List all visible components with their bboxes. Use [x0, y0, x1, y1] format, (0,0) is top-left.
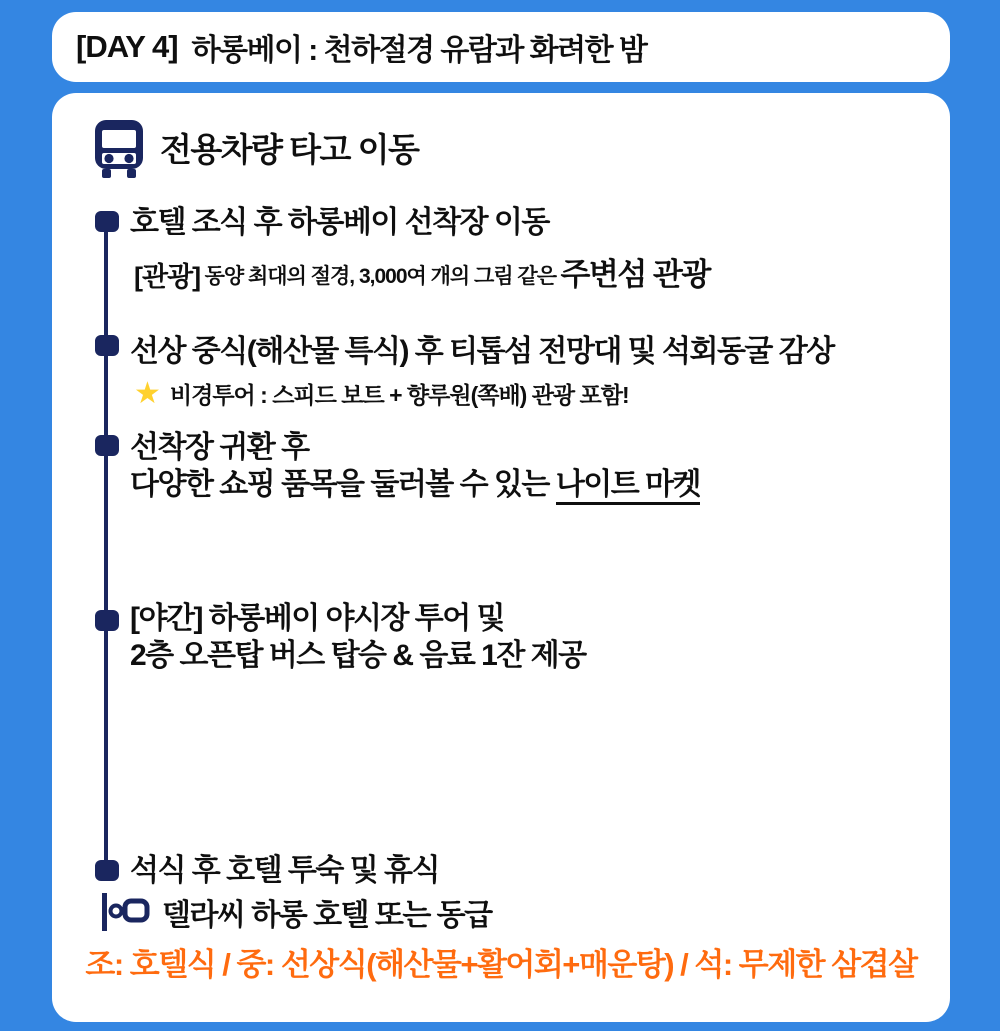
day-tag: [DAY 4] — [76, 29, 178, 64]
star-icon: ★ — [134, 376, 161, 410]
itinerary-item-5-main: 석식 후 호텔 투숙 및 휴식 — [130, 854, 439, 887]
meals-summary: 조: 호텔식 / 중: 선상식(해산물+활어회+매운탕) / 석: 무제한 삼겹살 — [85, 947, 917, 982]
sightseeing-tag: [관광] — [134, 262, 201, 292]
page-title: 하롱베이 : 천하절경 유람과 화려한 밤 — [191, 34, 647, 67]
transport-label: 전용차량 타고 이동 — [160, 130, 419, 168]
timeline-bullet — [95, 211, 119, 232]
timeline-bullet — [95, 335, 119, 356]
bed-icon — [102, 891, 150, 933]
itinerary-item-1-main: 호텔 조식 후 하롱베이 선착장 이동 — [130, 206, 549, 239]
hotel-info — [102, 890, 492, 934]
timeline-bullet — [95, 610, 119, 631]
day-title-card — [52, 12, 950, 82]
itinerary-item-4-line2: 2층 오픈탑 버스 탑승 & 음료 1잔 제공 — [130, 639, 586, 672]
itinerary-item-3 — [130, 429, 700, 503]
bus-icon — [94, 115, 144, 179]
itinerary-item-3-line1: 선착장 귀환 후 — [130, 431, 309, 464]
timeline-line — [104, 221, 108, 870]
timeline-bullet — [95, 435, 119, 456]
special-tour-note: 비경투어 : 스피드 보트 + 향루원(쪽배) 관광 포함! — [169, 382, 629, 408]
night-market-highlight: 나이트 마켓 — [556, 468, 700, 505]
itinerary-item-2-main: 선상 중식(해산물 특식) 후 티톱섬 전망대 및 석회동굴 감상 — [130, 335, 834, 368]
itinerary-item-1-sub — [134, 249, 710, 294]
itinerary-card — [52, 93, 950, 1022]
hotel-name: 델라씨 하롱 호텔 또는 동급 — [162, 899, 492, 932]
timeline-bullet — [95, 860, 119, 881]
itinerary-item-3-line2 — [130, 466, 700, 503]
night-market-prefix: 다양한 쇼핑 품목을 둘러볼 수 있는 — [130, 468, 556, 501]
itinerary-item-4 — [130, 600, 586, 674]
transport-header — [94, 115, 418, 179]
itinerary-item-2-note — [134, 377, 629, 410]
sightseeing-highlight: 주변섬 관광 — [560, 257, 710, 292]
sightseeing-desc: 동양 최대의 절경, 3,000여 개의 그림 같은 — [204, 265, 557, 288]
itinerary-item-4-line1: [야간] 하롱베이 야시장 투어 및 — [130, 602, 505, 635]
